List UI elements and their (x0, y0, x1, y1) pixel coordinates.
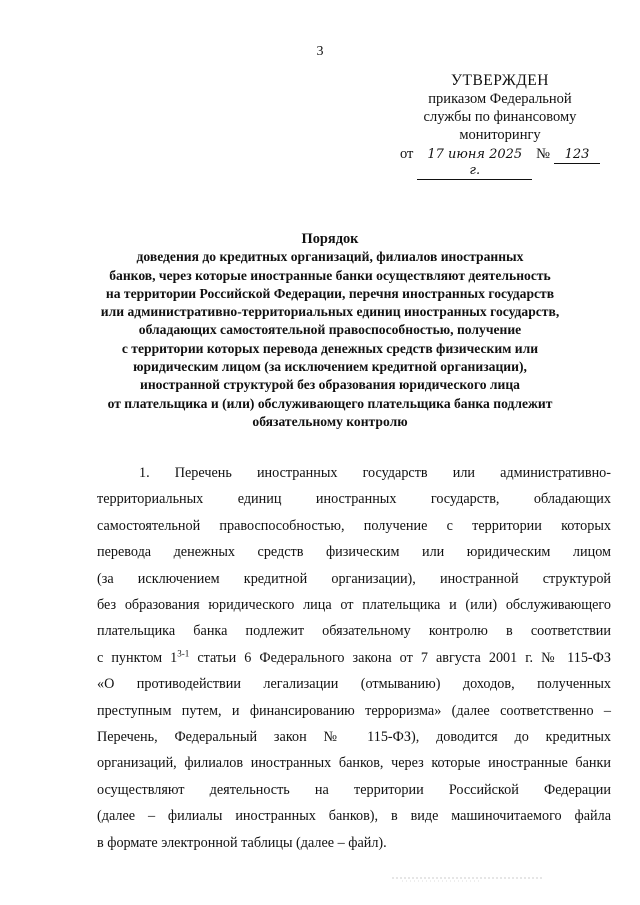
page-number: 3 (316, 44, 324, 59)
paragraph-line: Перечень, Федеральный закон № 115-ФЗ), доводится до кредитных (97, 729, 611, 746)
approval-line: приказом Федеральной (428, 91, 572, 107)
handwritten-number: 123 (554, 147, 600, 164)
paragraph-line-with-reference (97, 645, 611, 671)
heading-line: доведения до кредитных организаций, филиалов иностранных (136, 249, 524, 265)
heading-line: с территории которых перевода денежных средств физическим или (121, 340, 539, 356)
document-heading (92, 230, 568, 431)
paragraph-line: (далее – филиалы иностранных банков), в виде машиночитаемого файла (97, 808, 611, 825)
reference-superscript: 3-1 (177, 648, 190, 659)
number-sign: № (536, 146, 550, 162)
paragraph-line: организаций, филиалов иностранных банков, через которые иностранные банки (97, 755, 611, 772)
paragraph-last-line: в формате электронной таблицы (далее – файл). (97, 834, 387, 851)
paragraph-line: территориальных единиц иностранных государств, обладающих (97, 491, 611, 508)
handwritten-date: 17 июня 2025 г. (417, 147, 532, 180)
heading-line: обладающих самостоятельной правоспособностью, получение (138, 322, 522, 338)
scan-artifact-mark (392, 872, 552, 884)
approval-title: УТВЕРЖДЕН (451, 72, 549, 89)
paragraph-line: самостоятельной правоспособностью, получение с территории которых (97, 517, 611, 534)
paragraph-line: плательщика банка подлежит обязательному контролю в соответствии (97, 623, 611, 640)
reference-text-rest: статьи 6 Федерального закона от 7 августа 2001 г. № 115-ФЗ (189, 649, 611, 666)
heading-line: иностранной структурой без образования юридического лица (140, 377, 520, 393)
heading-line: банков, через которые иностранные банки осуществляют деятельность (109, 267, 551, 283)
approval-line: службы по финансовому (423, 109, 577, 125)
document-title: Порядок (301, 231, 359, 247)
heading-line: на территории Российской Федерации, перечня иностранных государств (105, 285, 555, 301)
heading-line: от плательщика и (или) обслуживающего плательщика банка подлежит (107, 395, 553, 411)
reference-text: с пунктом 1 (97, 649, 178, 666)
heading-line: обязательному контролю (252, 413, 408, 429)
paragraph-line: 1. Перечень иностранных государств или административно- (139, 465, 611, 481)
approval-stamp (400, 72, 600, 180)
paragraph-line: перевода денежных средств физическим или юридическим лицом (97, 544, 611, 561)
date-prefix: от (400, 146, 414, 162)
paragraph-line: преступным путем, и финансированию терроризма» (далее соответственно – (97, 702, 611, 719)
paragraph-line: «О противодействии легализации (отмыванию) доходов, полученных (97, 676, 611, 693)
approval-date-line (400, 145, 600, 180)
paragraph-line: без образования юридического лица от плательщика и (или) обслуживающего (97, 597, 611, 614)
approval-line: мониторингу (459, 127, 541, 143)
paragraph-line: (за исключением кредитной организации), иностранной структурой (97, 570, 611, 587)
heading-line: юридическим лицом (за исключением кредитной организации), (133, 359, 527, 375)
heading-line: или административно-территориальных единиц иностранных государств, (100, 304, 560, 320)
paragraph-1 (97, 460, 611, 856)
paragraph-line: осуществляют деятельность на территории Российской Федерации (97, 781, 611, 798)
